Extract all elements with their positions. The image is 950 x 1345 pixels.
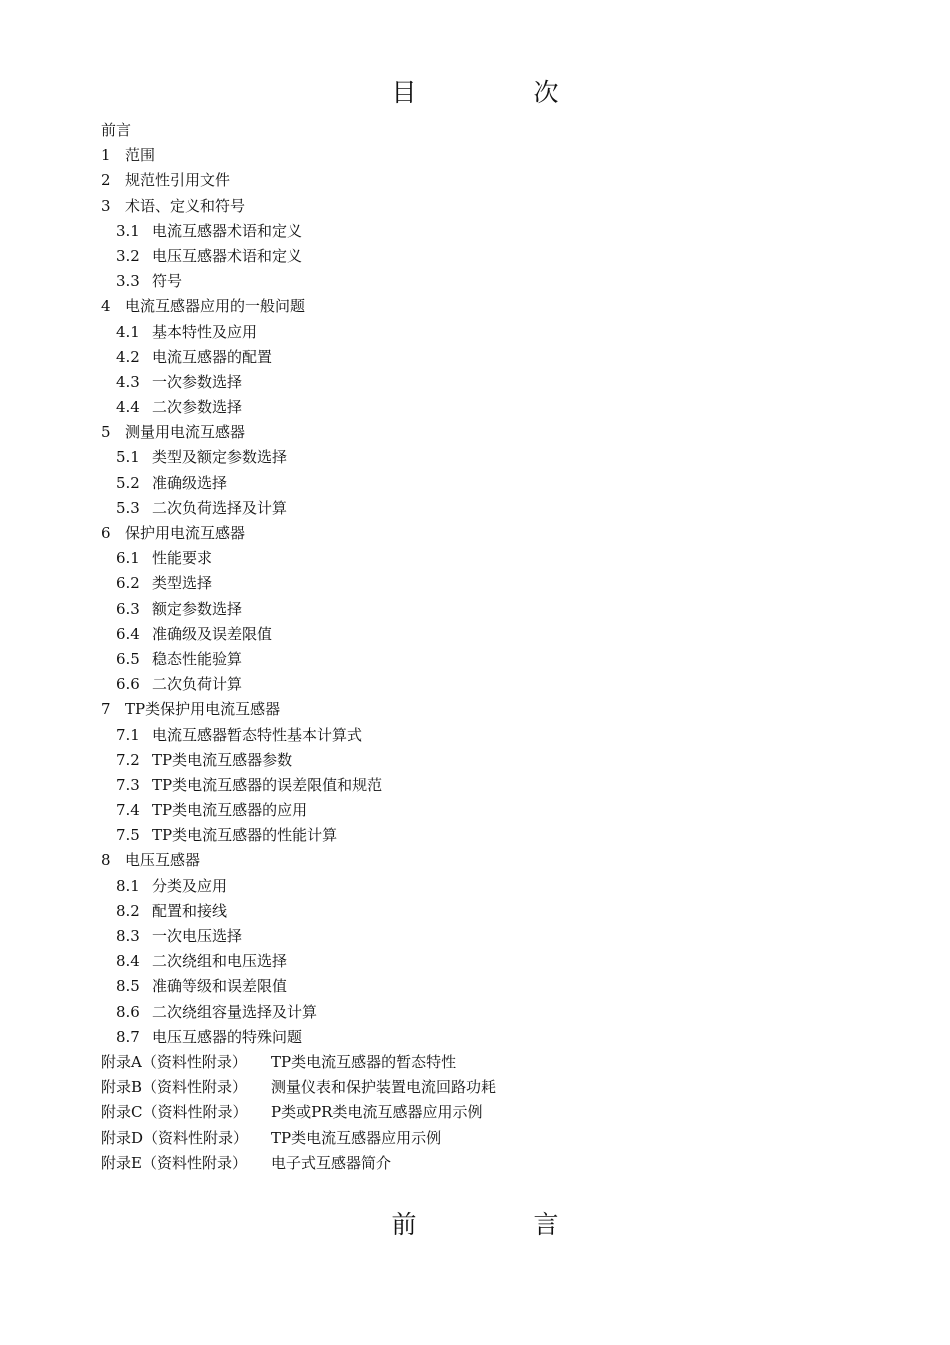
toc-entry-number: 附录D（资料性附录） [101,1128,249,1147]
toc-section-entry[interactable] [101,899,901,924]
toc-chapter-entry[interactable] [101,697,901,722]
toc-appendix-entry[interactable] [101,1100,901,1125]
toc-section-entry[interactable] [101,974,901,999]
toc-entry-number: 4 [101,297,111,316]
toc-chapter-entry[interactable] [101,294,901,319]
toc-section-entry[interactable] [101,949,901,974]
toc-appendix-entry[interactable] [101,1050,901,1075]
toc-entry-number: 8.3 [116,927,140,945]
toc-entry-title: TP类电流互感器的应用 [152,801,308,820]
toc-entry-title: 电子式互感器简介 [271,1153,392,1172]
toc-entry-number: 6.4 [116,624,140,643]
toc-entry-number: 5.3 [116,498,140,517]
toc-section-entry[interactable] [101,219,901,244]
toc-entry-number: 7.1 [116,725,140,744]
toc-entry-number: 1 [101,146,111,165]
toc-entry-number: 附录B（资料性附录） [101,1078,248,1097]
toc-entry-title: 二次负荷选择及计算 [152,498,288,517]
toc-entry-title: 规范性引用文件 [125,171,231,190]
toc-section-entry[interactable] [101,1000,901,1025]
toc-section-entry[interactable] [101,571,901,596]
toc-section-entry[interactable] [101,445,901,470]
toc-entry-number: 2 [101,171,111,190]
toc-entry-number: 8.7 [116,1027,140,1046]
toc-entry-title: 电流互感器应用的一般问题 [125,297,306,316]
toc-entry-title: 配置和接线 [152,901,228,920]
toc-entry-number: 附录C（资料性附录） [101,1103,248,1122]
toc-entry-title: 准确级选择 [152,473,228,492]
toc-entry-number: 5 [101,423,111,442]
toc-section-entry[interactable] [101,672,901,697]
toc-entry-number: 7 [101,700,111,719]
toc-entry-number: 7.2 [116,750,140,769]
toc-entry-title: 术语、定义和符号 [125,196,246,215]
toc-entry-title: 电流互感器的配置 [152,347,273,366]
toc-chapter-entry[interactable] [101,118,901,143]
toc-appendix-entry[interactable] [101,1126,901,1151]
toc-entry-title: 一次参数选择 [152,372,243,391]
toc-entry-number: 7.3 [116,775,140,794]
toc-entry-title: 电压互感器 [125,851,201,870]
toc-entry-number: 3 [101,196,111,215]
toc-section-entry[interactable] [101,798,901,823]
toc-section-entry[interactable] [101,244,901,269]
toc-section-entry[interactable] [101,1025,901,1050]
toc-entry-number: 3.2 [116,246,140,265]
toc-section-entry[interactable] [101,370,901,395]
toc-appendix-entry[interactable] [101,1075,901,1100]
toc-entry-number: 6.3 [116,599,140,618]
table-of-contents [101,118,901,1176]
toc-section-entry[interactable] [101,546,901,571]
toc-chapter-entry[interactable] [101,521,901,546]
toc-appendix-entry[interactable] [101,1151,901,1176]
toc-entry-number: 8 [101,851,111,870]
toc-section-entry[interactable] [101,471,901,496]
toc-entry-number: 8.5 [116,977,140,996]
toc-entry-title: 准确等级和误差限值 [152,977,288,996]
toc-entry-title: 电压互感器术语和定义 [152,246,303,265]
toc-entry-title: P类或PR类电流互感器应用示例 [271,1103,483,1122]
toc-entry-number: 6.6 [116,675,140,694]
toc-entry-number: 5.1 [116,448,140,467]
toc-entry-title: 范围 [125,146,156,165]
toc-entry-title: 二次负荷计算 [152,675,243,694]
toc-section-entry[interactable] [101,823,901,848]
toc-section-entry[interactable] [101,874,901,899]
toc-entry-title: 测量用电流互感器 [125,423,246,442]
toc-entry-number: 8.4 [116,952,140,971]
toc-entry-number: 6.2 [116,574,140,593]
toc-entry-number: 7.5 [116,826,140,845]
toc-chapter-entry[interactable] [101,168,901,193]
toc-entry-number: 5.2 [116,473,140,492]
toc-section-entry[interactable] [101,269,901,294]
toc-entry-number: 6 [101,524,111,542]
toc-entry-title: TP类电流互感器参数 [152,750,293,769]
toc-entry-number: 附录A（资料性附录） [101,1052,247,1071]
toc-entry-title: 一次电压选择 [152,927,243,945]
toc-chapter-entry[interactable] [101,194,901,219]
toc-entry-number: 6.1 [116,549,140,568]
toc-entry-title: TP类电流互感器应用示例 [271,1128,442,1147]
toc-section-entry[interactable] [101,773,901,798]
foreword-title: 前 言 [391,1210,605,1239]
toc-section-entry[interactable] [101,924,901,949]
toc-entry-title: 稳态性能验算 [152,649,243,668]
toc-entry-title: TP类电流互感器的误差限值和规范 [152,775,383,794]
toc-entry-title: 保护用电流互感器 [125,524,246,542]
toc-entry-title: 性能要求 [152,549,213,568]
toc-entry-title: 额定参数选择 [152,599,243,618]
toc-entry-number: 3.1 [116,221,140,240]
toc-entry-title: TP类电流互感器的性能计算 [152,826,338,845]
toc-entry-title: 测量仪表和保护装置电流回路功耗 [271,1078,497,1097]
toc-entry-number: 4.3 [116,372,140,391]
toc-entry-title: 电流互感器术语和定义 [152,221,303,240]
toc-entry-title: 分类及应用 [152,876,228,895]
toc-entry-number: 附录E（资料性附录） [101,1153,247,1172]
toc-entry-title: 电压互感器的特殊问题 [152,1027,303,1046]
toc-entry-number: 8.6 [116,1002,140,1021]
toc-section-entry[interactable] [101,597,901,622]
toc-entry-title: 二次参数选择 [152,398,243,417]
toc-section-entry[interactable] [101,320,901,345]
toc-chapter-entry[interactable] [101,848,901,873]
toc-entry-title: 符号 [152,272,183,291]
toc-entry-title: TP类保护用电流互感器 [125,700,281,719]
toc-entry-title: 基本特性及应用 [152,322,258,341]
toc-entry-number: 4.2 [116,347,140,366]
toc-section-entry[interactable] [101,345,901,370]
toc-entry-number: 8.2 [116,901,140,920]
toc-entry-title: 前言 [101,121,132,139]
toc-chapter-entry[interactable] [101,420,901,445]
toc-section-entry[interactable] [101,723,901,748]
toc-section-entry[interactable] [101,395,901,420]
toc-entry-title: 类型及额定参数选择 [152,448,288,467]
toc-entry-title: 电流互感器暂态特性基本计算式 [152,725,363,744]
toc-entry-title: 二次绕组容量选择及计算 [152,1002,318,1021]
toc-entry-number: 6.5 [116,649,140,668]
toc-section-entry[interactable] [101,496,901,521]
toc-section-entry[interactable] [101,647,901,672]
toc-section-entry[interactable] [101,622,901,647]
toc-entry-title: 类型选择 [152,574,213,593]
toc-entry-title: TP类电流互感器的暂态特性 [271,1052,457,1071]
toc-entry-number: 8.1 [116,876,140,895]
toc-entry-number: 4.4 [116,398,140,417]
toc-entry-number: 7.4 [116,801,140,820]
toc-entry-title: 准确级及误差限值 [152,624,273,643]
toc-entry-number: 3.3 [116,272,140,291]
toc-chapter-entry[interactable] [101,143,901,168]
toc-title: 目 次 [391,78,605,107]
toc-entry-title: 二次绕组和电压选择 [152,952,288,971]
toc-section-entry[interactable] [101,748,901,773]
toc-entry-number: 4.1 [116,322,140,341]
